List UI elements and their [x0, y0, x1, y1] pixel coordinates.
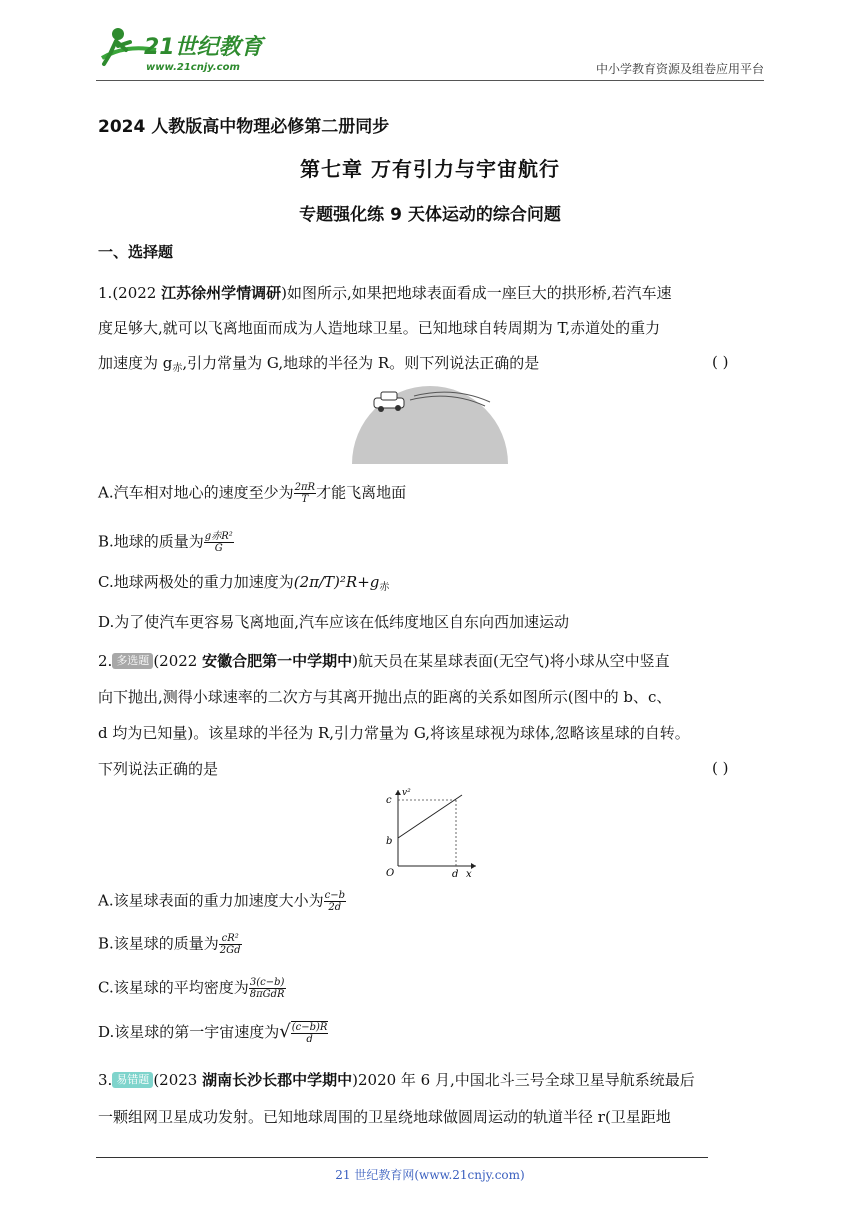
logo-21cnjy — [96, 14, 266, 80]
q1-line-3: 加速度为 $g_赤$,引力常量为 G,地球的半径为 R。则下列说法正确的是 — [98, 354, 540, 374]
page-header — [96, 14, 764, 80]
q2-option-a: A.该星球表面的重力加速度大小为 $\frac{c-b}{2d}$ — [98, 890, 345, 913]
book-title: 2024 人教版高中物理必修第二册同步 — [98, 117, 390, 137]
q3-line-1: 3. 易错题 (2023 湖南长沙长郡中学期中)2020 年 6 月,中国北斗三号全球卫星导航系统最后 — [98, 1071, 695, 1089]
svg-text:O: O — [386, 868, 395, 878]
error-prone-tag: 易错题 — [112, 1072, 153, 1088]
platform-name: 中小学教育资源及组卷应用平台 — [595, 62, 764, 76]
q1-line-2: 度足够大,就可以飞离地面而成为人造地球卫星。已知地球自转周期为 T,赤道处的重力 — [98, 319, 661, 337]
q2-line-1: 2. 多选题 (2022 安徽合肥第一中学期中)航天员在某星球表面(无空气)将小球从空中竖直 — [98, 652, 670, 670]
multi-choice-tag: 多选题 — [112, 653, 153, 669]
q3-line-2: 一颗组网卫星成功发射。已知地球周围的卫星绕地球做圆周运动的轨道半径 r(卫星距地 — [98, 1108, 671, 1126]
q2-line-4: 下列说法正确的是 — [98, 760, 219, 778]
svg-text:21世纪教育: 21世纪教育 — [144, 35, 263, 60]
q2-answer-paren: ( ) — [712, 759, 729, 777]
q1-option-c: C.地球两极处的重力加速度为$(2\pi/T)^2R+g_赤$ — [98, 573, 390, 593]
svg-text:c: c — [386, 795, 392, 806]
svg-text:x: x — [466, 869, 472, 878]
q2-option-b: B.该星球的质量为 $\frac{\text{cR²}}{2Gd}$ — [98, 933, 241, 956]
q2-option-c: C.该星球的平均密度为 $\frac{3(c-b)}{\text{8πGdR}}$ — [98, 977, 285, 1000]
svg-text:b: b — [386, 836, 393, 847]
chapter-title: 第七章 万有引力与宇宙航行 — [300, 157, 560, 181]
q2-option-d: D.该星球的第一宇宙速度为√ $\frac{(c-b)R}{d}$ — [98, 1021, 328, 1045]
q1-answer-paren: ( ) — [712, 353, 729, 371]
header-divider — [96, 80, 764, 81]
q1-option-a: A.汽车相对地心的速度至少为 $\frac{2\pi R}{T}$ 才能飞离地面 — [98, 482, 407, 505]
svg-text:d: d — [452, 869, 459, 878]
footer-divider — [96, 1157, 708, 1158]
q2-line-2: 向下抛出,测得小球速率的二次方与其离开抛出点的距离的关系如图所示(图中的 b、c、 — [98, 688, 672, 706]
earth-bridge-figure — [350, 384, 510, 464]
q1-option-d: D.为了使汽车更容易飞离地面,汽车应该在低纬度地区自东向西加速运动 — [98, 613, 570, 631]
v2-x-graph — [384, 786, 484, 878]
part-title: 一、选择题 — [98, 243, 174, 261]
svg-text:www.21cnjy.com: www.21cnjy.com — [146, 62, 240, 73]
svg-text:v²: v² — [402, 788, 411, 798]
q1-line-1: 1.(2022 江苏徐州学情调研)如图所示,如果把地球表面看成一座巨大的拱形桥,若汽车速 — [98, 284, 672, 302]
q1-option-b: B.地球的质量为 $\frac{\text{g赤R²}}{G}$ — [98, 531, 233, 554]
section-title: 专题强化练 9 天体运动的综合问题 — [299, 205, 561, 225]
q2-line-3: d 均为已知量)。该星球的半径为 R,引力常量为 G,将该星球视为球体,忽略该星球的自转。 — [98, 724, 690, 742]
footer-text[interactable]: 21 世纪教育网(www.21cnjy.com) — [335, 1168, 525, 1182]
